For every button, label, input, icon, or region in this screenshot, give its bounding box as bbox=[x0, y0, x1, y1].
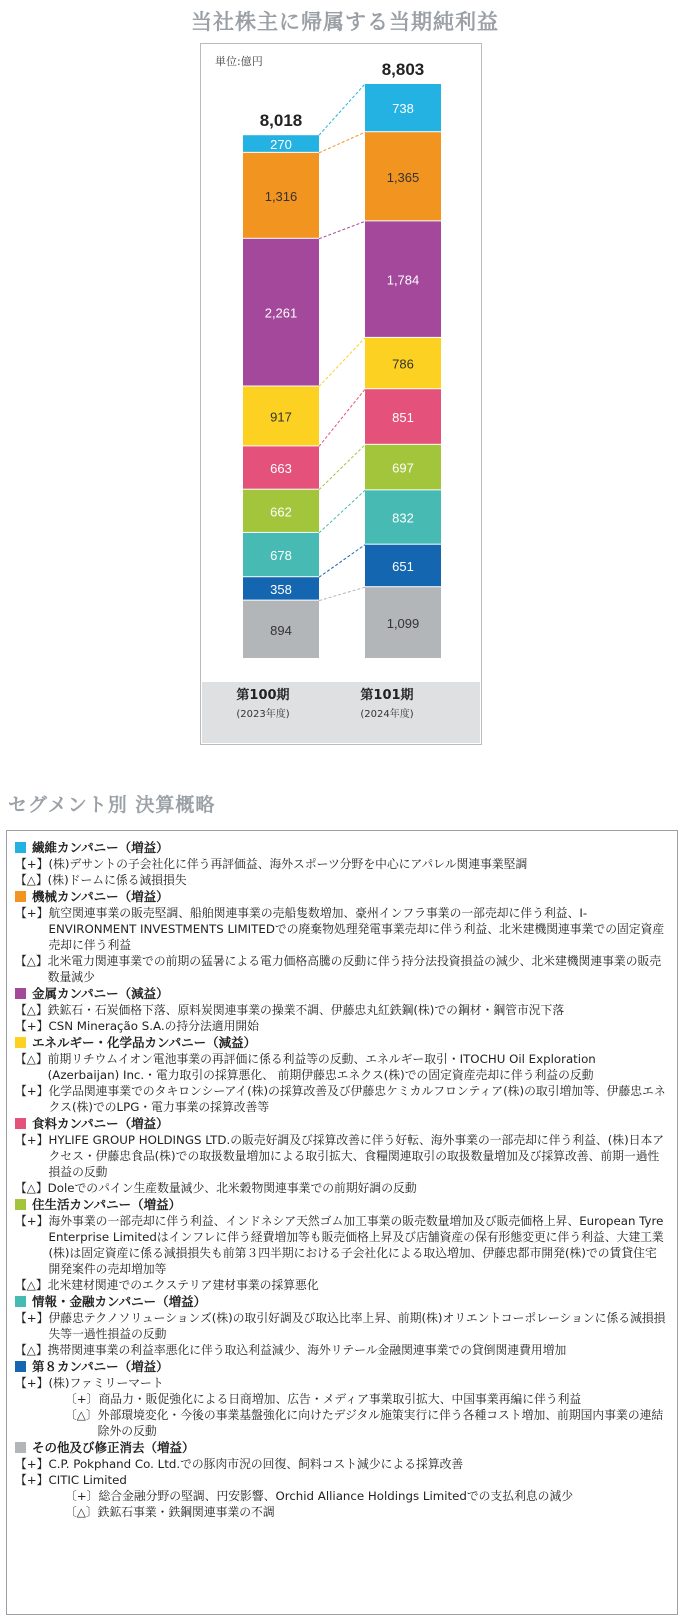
stacked-bar-chart bbox=[201, 44, 481, 744]
data-label-metals-1: 1,784 bbox=[386, 272, 420, 288]
data-label-energy-1: 786 bbox=[392, 356, 414, 372]
item-marker: 【+】 bbox=[15, 1084, 49, 1098]
segment-group bbox=[15, 1293, 667, 1358]
segment-color-square bbox=[15, 842, 26, 853]
connector-machinery bbox=[319, 132, 365, 153]
segment-name: 食料カンパニー（増益） bbox=[32, 1116, 169, 1131]
segment-heading bbox=[15, 839, 667, 856]
segment-summary-box bbox=[6, 830, 678, 1615]
item-text: 海外事業の一部売却に伴う利益、インドネシア天然ゴム加工事業の販売数量増加及び販売価格上昇、European Tyre Enterprise Limitedはインフレに伴う経費増加等も販売価格上昇及び店舗資産の保有形態変更に伴う利益、大建工業(株)は固定資産に係る減損損失も前第３四半期における子会社化による取込増加、伊藤忠都市開発(株)での賃貸住宅開発案件の売却増加等 bbox=[48, 1214, 664, 1276]
segment-name: 第８カンパニー（増益） bbox=[32, 1359, 169, 1374]
segment-item bbox=[15, 1342, 667, 1358]
segment-subitem bbox=[15, 1407, 667, 1439]
segment-heading bbox=[15, 1358, 667, 1375]
item-text: 前期リチウムイオン電池事業の再評価に係る利益等の反動、エネルギー取引・ITOCHU Oil Exploration (Azerbaijan) Inc.・電力取引の採算悪化、 前期伊藤忠エネクス(株)での固定資産売却に伴う利益の反動 bbox=[47, 1052, 596, 1082]
connector-other bbox=[319, 587, 365, 600]
segment-heading bbox=[15, 1034, 667, 1051]
data-label-living-0: 662 bbox=[270, 504, 292, 520]
segment-subitem bbox=[15, 1488, 667, 1504]
data-label-machinery-1: 1,365 bbox=[386, 169, 420, 185]
segment-item bbox=[15, 1277, 667, 1293]
item-marker: 【△】 bbox=[15, 1052, 48, 1066]
data-label-living-1: 697 bbox=[392, 460, 414, 476]
item-text: 航空関連事業の販売堅調、船舶関連事業の売船隻数増加、豪州インフラ事業の一部売却に伴う利益、I-ENVIRONMENT INVESTMENTS LIMITEDでの廃棄物処理発電事業売却に伴う利益、北米建機関連事業での固定資産売却に伴う利益 bbox=[48, 906, 665, 952]
segment-color-square bbox=[15, 1118, 26, 1129]
item-marker: 【+】 bbox=[15, 1473, 49, 1487]
segment-item bbox=[15, 856, 667, 872]
item-text: 携帯関連事業の利益率悪化に伴う取込利益減少、海外リテール金融関連事業での貸倒関連費用増加 bbox=[47, 1343, 567, 1357]
segment-item bbox=[15, 1180, 667, 1196]
segment-name: エネルギー・化学品カンパニー（減益） bbox=[32, 1035, 257, 1050]
segment-group bbox=[15, 888, 667, 985]
data-label-eighth-1: 651 bbox=[392, 558, 414, 574]
segment-item bbox=[15, 1213, 667, 1277]
connector-ict bbox=[319, 490, 365, 533]
segment-color-square bbox=[15, 988, 26, 999]
data-label-energy-0: 917 bbox=[270, 409, 292, 425]
item-text: 商品力・販促強化による日商増加、広告・メディア事業取引拡大、中国事業再編に伴う利益 bbox=[98, 1392, 582, 1406]
data-label-ict-0: 678 bbox=[270, 548, 292, 564]
data-label-textile-0: 270 bbox=[270, 137, 292, 153]
data-label-other-0: 894 bbox=[270, 622, 292, 638]
item-marker: 【+】 bbox=[15, 906, 49, 920]
segment-item bbox=[15, 905, 667, 953]
chart-title: 当社株主に帰属する当期純利益 bbox=[191, 10, 499, 34]
data-label-ict-1: 832 bbox=[392, 510, 414, 526]
item-marker: 〔+〕 bbox=[65, 1392, 99, 1406]
segment-item bbox=[15, 872, 667, 888]
item-text: (株)ファミリーマート bbox=[48, 1376, 164, 1390]
segment-name: 住生活カンパニー（増益） bbox=[32, 1197, 182, 1212]
segment-group bbox=[15, 1358, 667, 1439]
category-sublabel-1: (2024年度) bbox=[360, 709, 414, 720]
segment-color-square bbox=[15, 1361, 26, 1372]
category-sublabel-0: (2023年度) bbox=[236, 709, 290, 720]
item-text: 化学品関連事業でのタキロンシーアイ(株)の採算改善及び伊藤忠ケミカルフロンティア(株)の取引増加等、伊藤忠エネクス(株)でのLPG・電力事業の採算改善等 bbox=[48, 1084, 666, 1114]
data-label-eighth-0: 358 bbox=[270, 581, 292, 597]
segment-name: 金属カンパニー（減益） bbox=[32, 986, 169, 1001]
item-marker: 〔△〕 bbox=[65, 1408, 98, 1422]
data-label-metals-0: 2,261 bbox=[264, 305, 298, 321]
connector-energy bbox=[319, 338, 365, 387]
item-marker: 【△】 bbox=[15, 1278, 48, 1292]
segment-color-square bbox=[15, 1037, 26, 1048]
segment-color-square bbox=[15, 1442, 26, 1453]
segment-subitem bbox=[15, 1504, 667, 1520]
connector-metals bbox=[319, 221, 365, 238]
item-marker: 【△】 bbox=[15, 1343, 48, 1357]
segment-heading bbox=[15, 888, 667, 905]
segment-color-square bbox=[15, 1199, 26, 1210]
segment-name: 繊維カンパニー（増益） bbox=[32, 840, 169, 855]
segment-heading bbox=[15, 1293, 667, 1310]
segment-item bbox=[15, 1132, 667, 1180]
data-label-other-1: 1,099 bbox=[386, 616, 420, 632]
item-text: C.P. Pokphand Co. Ltd.での豚肉市況の回復、飼料コスト減少による採算改善 bbox=[48, 1457, 464, 1471]
item-text: 総合金融分野の堅調、円安影響、Orchid Alliance Holdings Limitedでの支払利息の減少 bbox=[98, 1489, 574, 1503]
segment-group bbox=[15, 1439, 667, 1520]
segment-item bbox=[15, 1051, 667, 1083]
connector-food bbox=[319, 389, 365, 446]
connector-textile bbox=[319, 84, 365, 135]
item-text: 北米建材関連でのエクステリア建材事業の採算悪化 bbox=[47, 1278, 319, 1292]
category-label-1: 第101期 bbox=[360, 688, 414, 703]
segment-name: その他及び修正消去（増益） bbox=[32, 1440, 195, 1455]
item-text: 鉄鉱石事業・鉄鋼関連事業の不調 bbox=[97, 1505, 275, 1519]
chart-panel bbox=[200, 43, 482, 745]
item-text: (株)ドームに係る減損損失 bbox=[47, 873, 187, 887]
item-marker: 〔△〕 bbox=[65, 1505, 98, 1519]
segment-color-square bbox=[15, 1296, 26, 1307]
segment-item bbox=[15, 1375, 667, 1391]
segment-group bbox=[15, 1034, 667, 1115]
item-text: (株)デサントの子会社化に伴う再評価益、海外スポーツ分野を中心にアパレル関連事業堅調 bbox=[48, 857, 528, 871]
segment-group bbox=[15, 985, 667, 1034]
item-text: HYLIFE GROUP HOLDINGS LTD.の販売好調及び採算改善に伴う好転、海外事業の一部売却に伴う利益、(株)日本アクセス・伊藤忠食品(株)での取扱数量増加による取引拡大、食糧関連取引の取扱数量増加及び採算改善、前期一過性損益の反動 bbox=[48, 1133, 665, 1179]
item-text: Doleでのパイン生産数量減少、北米穀物関連事業での前期好調の反動 bbox=[47, 1181, 417, 1195]
item-text: CITIC Limited bbox=[48, 1473, 127, 1487]
total-label-0: 8,018 bbox=[259, 111, 303, 131]
item-marker: 【△】 bbox=[15, 873, 48, 887]
segment-group bbox=[15, 1115, 667, 1196]
item-marker: 【+】 bbox=[15, 1019, 49, 1033]
segment-group bbox=[15, 1196, 667, 1293]
item-text: 外部環境変化・今後の事業基盤強化に向けたデジタル施策実行に伴う各種コスト増加、前期国内事業の連結除外の反動 bbox=[97, 1408, 664, 1438]
segment-item bbox=[15, 1472, 667, 1488]
category-label-0: 第100期 bbox=[236, 688, 290, 703]
segment-group bbox=[15, 839, 667, 888]
segment-item bbox=[15, 1310, 667, 1342]
item-marker: 【△】 bbox=[15, 1003, 48, 1017]
item-marker: 【△】 bbox=[15, 1181, 48, 1195]
segment-heading bbox=[15, 985, 667, 1002]
segment-name: 情報・金融カンパニー（増益） bbox=[32, 1294, 207, 1309]
item-marker: 【+】 bbox=[15, 1457, 49, 1471]
item-marker: 【+】 bbox=[15, 1214, 49, 1228]
item-marker: 【+】 bbox=[15, 1133, 49, 1147]
total-label-1: 8,803 bbox=[381, 60, 425, 79]
item-marker: 〔+〕 bbox=[65, 1489, 99, 1503]
item-marker: 【△】 bbox=[15, 954, 48, 968]
connector-eighth bbox=[319, 545, 365, 578]
segment-subitem bbox=[15, 1391, 667, 1407]
item-marker: 【+】 bbox=[15, 857, 49, 871]
segment-item bbox=[15, 1083, 667, 1115]
segment-color-square bbox=[15, 891, 26, 902]
data-label-machinery-0: 1,316 bbox=[264, 188, 298, 204]
item-text: 北米電力関連事業での前期の猛暑による電力価格高騰の反動に伴う持分法投資損益の減少、北米建機関連事業の販売数量減少 bbox=[47, 954, 662, 984]
segment-heading bbox=[15, 1115, 667, 1132]
segment-item bbox=[15, 953, 667, 985]
item-text: 伊藤忠テクノソリューションズ(株)の取引好調及び取込比率上昇、前期(株)オリエントコーポレーションに係る減損損失等一過性損益の反動 bbox=[48, 1311, 666, 1341]
data-label-textile-1: 738 bbox=[392, 101, 414, 117]
segment-name: 機械カンパニー（増益） bbox=[32, 889, 169, 904]
item-text: CSN Mineração S.A.の持分法適用開始 bbox=[48, 1019, 259, 1033]
segment-heading bbox=[15, 1439, 667, 1456]
segment-heading bbox=[15, 1196, 667, 1213]
segment-item bbox=[15, 1456, 667, 1472]
unit-label: 単位:億円 bbox=[215, 55, 263, 68]
data-label-food-1: 851 bbox=[392, 410, 414, 426]
segment-section-title: セグメント別 決算概略 bbox=[8, 794, 216, 816]
item-marker: 【+】 bbox=[15, 1376, 49, 1390]
item-text: 鉄鉱石・石炭価格下落、原料炭関連事業の操業不調、伊藤忠丸紅鉄鋼(株)での鋼材・鋼管市況下落 bbox=[47, 1003, 565, 1017]
item-marker: 【+】 bbox=[15, 1311, 49, 1325]
connector-living bbox=[319, 445, 365, 490]
segment-item bbox=[15, 1002, 667, 1018]
data-label-food-0: 663 bbox=[270, 461, 292, 477]
segment-item bbox=[15, 1018, 667, 1034]
